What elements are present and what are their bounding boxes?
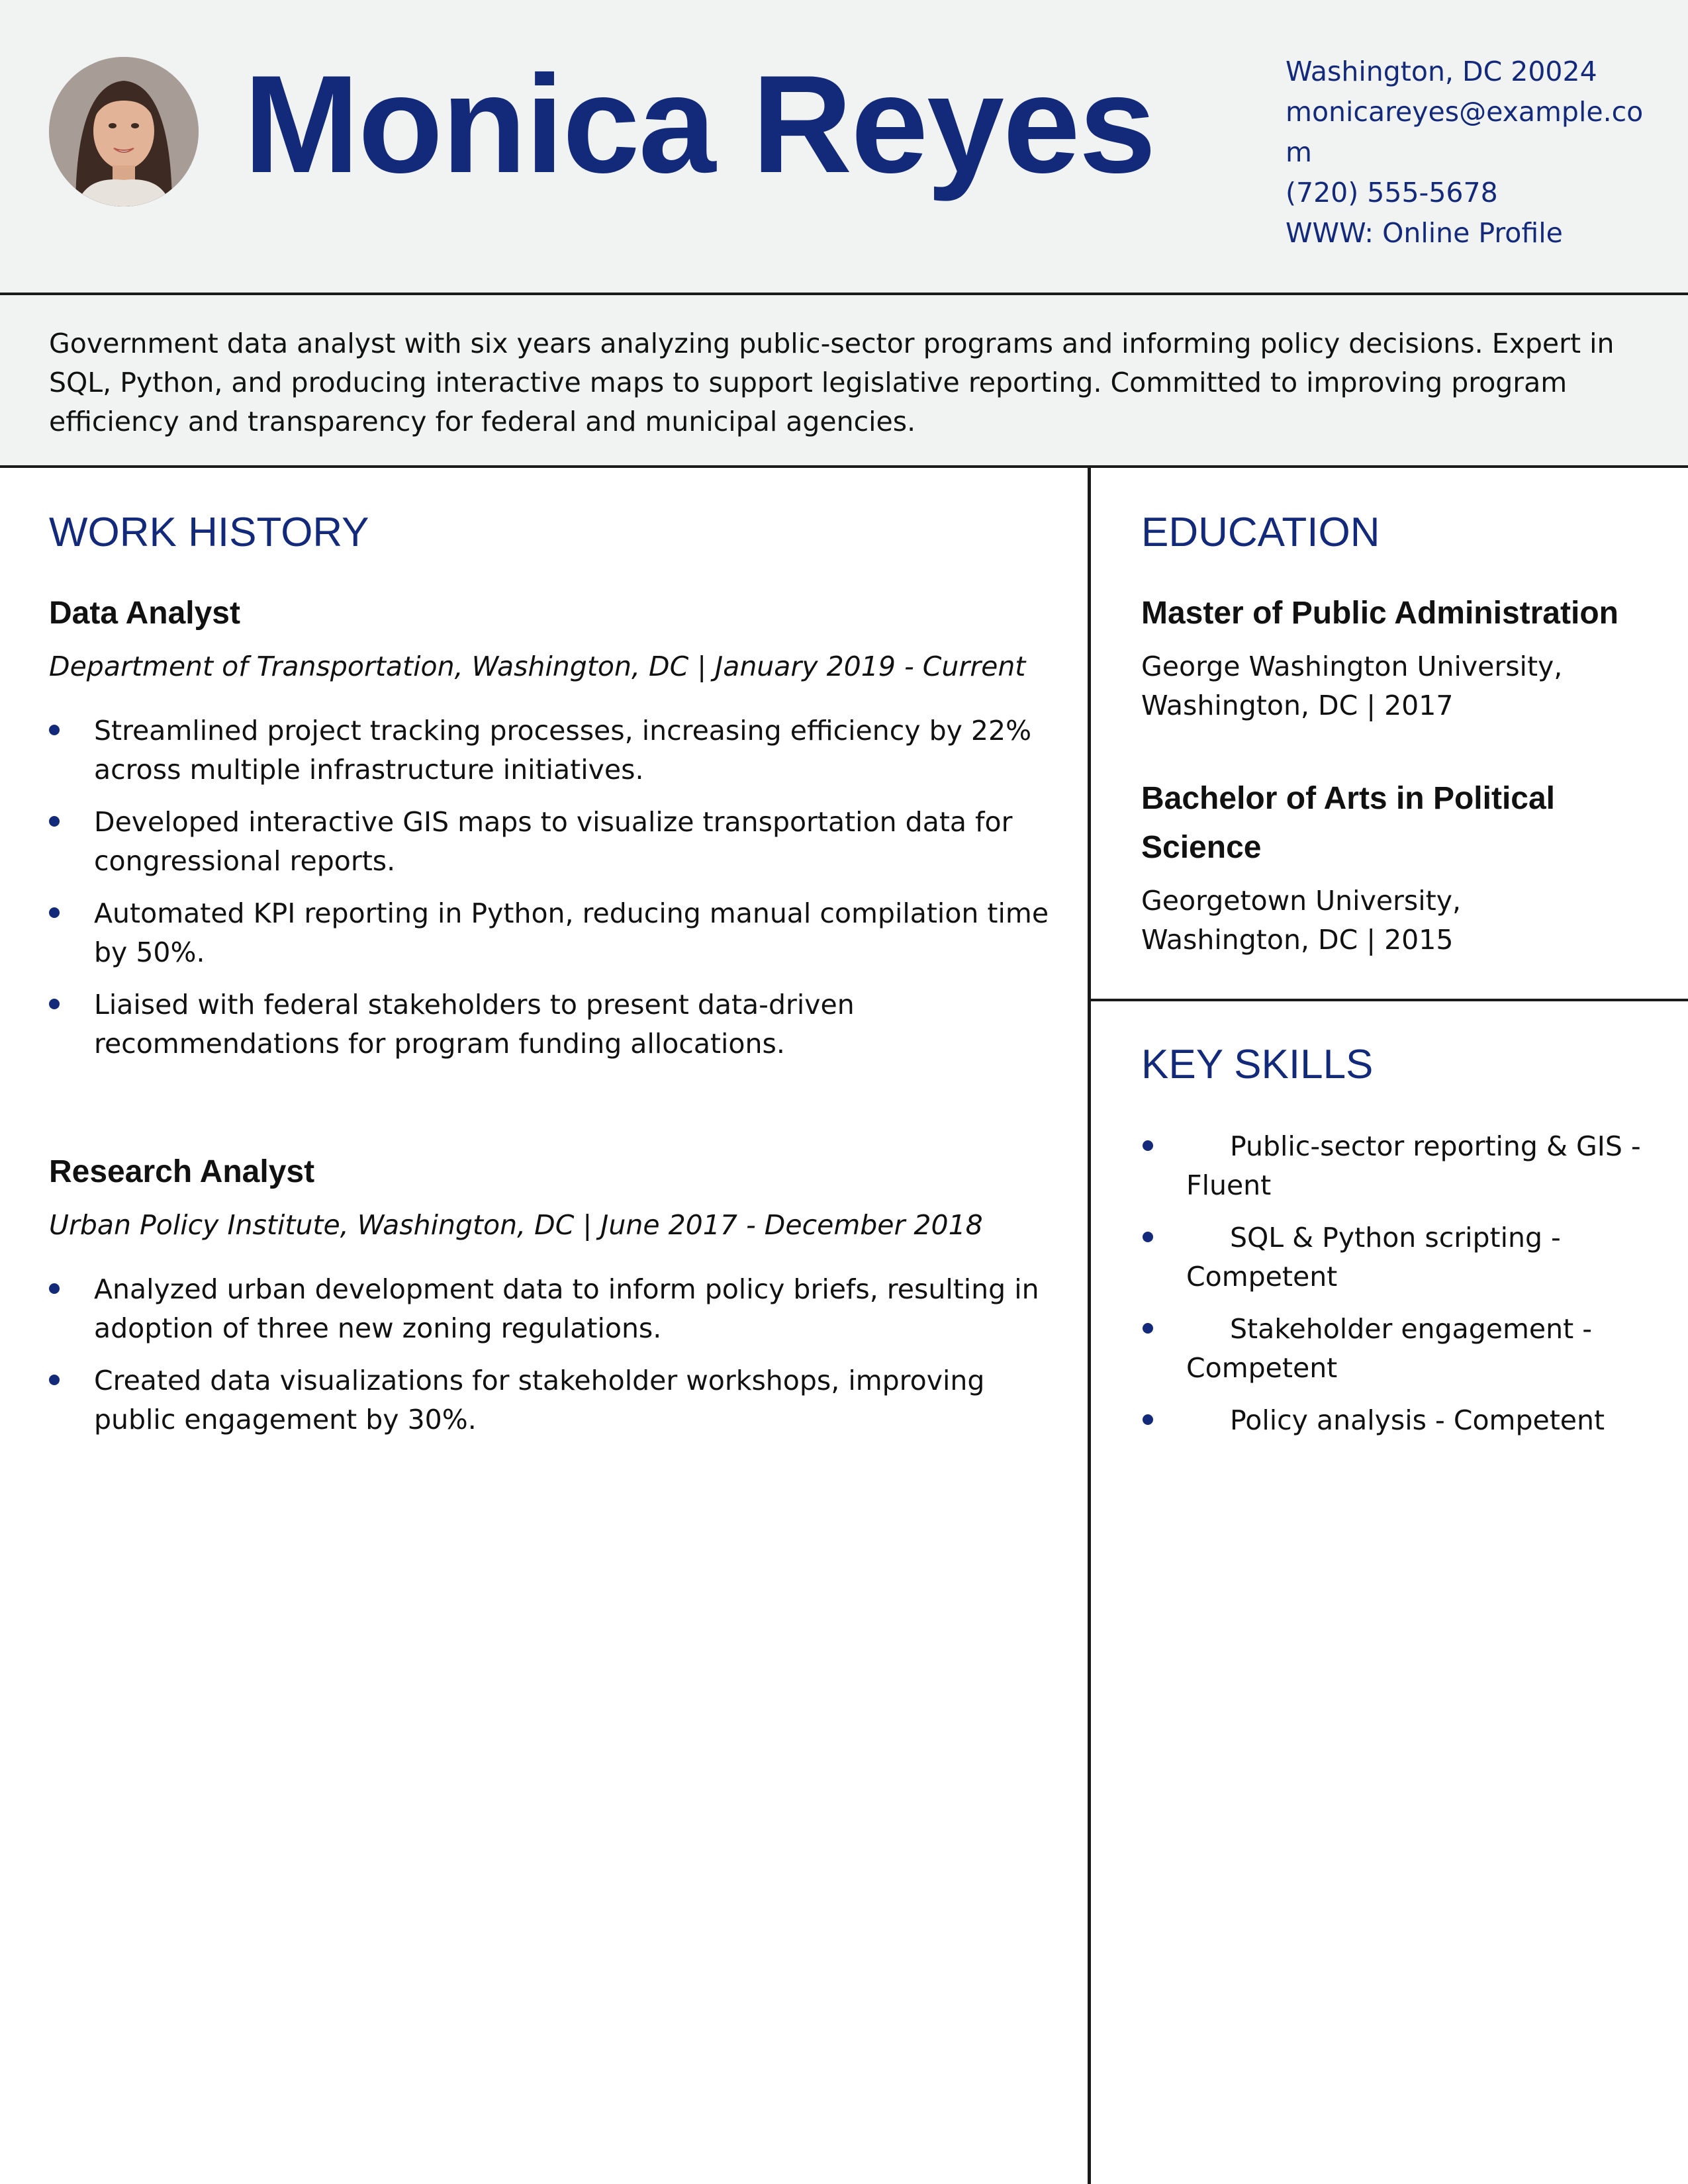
bullet-dot-icon [1143, 1323, 1153, 1334]
contact-block [1286, 52, 1656, 253]
bullet-text: Liaised with federal stakeholders to present data-driven recommendations for program funding allocations. [94, 988, 855, 1060]
skill-text: SQL & Python scripting - Competent [1186, 1222, 1561, 1293]
bullet-dot-icon [1143, 1232, 1153, 1242]
list-item [49, 711, 1055, 790]
job-entry [49, 594, 1055, 1077]
list-item [1141, 1127, 1651, 1205]
summary-text: Government data analyst with six years analyzing public-sector programs and informing policy decisions. Expert in SQL, Python, and producing interactive maps to support legislative reporting. Committed to improving program efficiency and transparency for federal and municipal agencies. [49, 328, 1615, 437]
skill-text: Stakeholder engagement - Competent [1186, 1313, 1592, 1384]
job-bullets [49, 711, 1055, 1064]
bullet-text: Streamlined project tracking processes, increasing efficiency by 22% across multiple infrastructure initiatives. [94, 714, 1032, 786]
list-item [49, 985, 1055, 1064]
bullet-dot-icon [49, 907, 60, 918]
list-item [1141, 1310, 1651, 1388]
education-entry [1141, 594, 1664, 725]
contact-website[interactable]: WWW: Online Profile [1286, 217, 1563, 249]
bullet-text: Analyzed urban development data to inform policy briefs, resulting in adoption of three new zoning regulations. [94, 1273, 1039, 1344]
bullet-dot-icon [49, 816, 60, 827]
skills-list [1141, 1127, 1651, 1453]
bullet-dot-icon [1143, 1414, 1153, 1425]
degree-title: Master of Public Administration [1141, 596, 1618, 631]
school-name: George Washington University, [1141, 650, 1563, 682]
bullet-dot-icon [49, 1283, 60, 1294]
key-skills-heading: KEY SKILLS [1141, 1042, 1374, 1087]
profile-photo [49, 57, 199, 206]
school-location-year: Washington, DC | 2015 [1141, 924, 1454, 956]
list-item [49, 803, 1055, 881]
contact-address: Washington, DC 20024 [1286, 56, 1597, 87]
job-location-dates: , Washington, DC | June 2017 - December 2018 [340, 1208, 983, 1241]
bullet-text: Developed interactive GIS maps to visualize transportation data for congressional reports. [94, 805, 1013, 877]
job-location-dates: , Washington, DC | January 2019 - Current [454, 650, 1026, 682]
job-organization: Urban Policy Institute [49, 1208, 340, 1241]
bullet-text: Automated KPI reporting in Python, reducing manual compilation time by 50%. [94, 897, 1049, 968]
candidate-name: Monica Reyes [244, 46, 1155, 202]
header-band [0, 0, 1688, 295]
bullet-dot-icon [49, 725, 60, 735]
bullet-text: Created data visualizations for stakeholder workshops, improving public engagement by 30%. [94, 1364, 985, 1435]
job-organization: Department of Transportation [49, 650, 455, 682]
contact-email[interactable]: monicareyes@example.com [1286, 96, 1644, 168]
sidebar-divider [1088, 999, 1688, 1001]
job-meta [49, 647, 1055, 686]
job-meta [49, 1206, 1055, 1245]
bullet-dot-icon [1143, 1140, 1153, 1151]
skill-text: Policy analysis - Competent [1230, 1404, 1605, 1436]
job-title: Data Analyst [49, 596, 240, 631]
skill-text: Public-sector reporting & GIS - Fluent [1186, 1130, 1641, 1201]
education-entry [1141, 774, 1664, 960]
education-heading: EDUCATION [1141, 510, 1380, 555]
job-bullets [49, 1270, 1055, 1439]
list-item [49, 1361, 1055, 1439]
list-item [1141, 1401, 1651, 1440]
degree-title: Bachelor of Arts in Political Science [1141, 781, 1556, 865]
summary-band [0, 295, 1688, 468]
contact-phone[interactable]: (720) 555-5678 [1286, 177, 1498, 208]
list-item [1141, 1218, 1651, 1297]
bullet-dot-icon [49, 999, 60, 1009]
column-divider [1088, 468, 1091, 2184]
job-entry [49, 1153, 1055, 1453]
list-item [49, 894, 1055, 972]
work-history-heading: WORK HISTORY [49, 510, 369, 555]
list-item [49, 1270, 1055, 1348]
bullet-dot-icon [49, 1375, 60, 1385]
school-name: Georgetown University, [1141, 885, 1462, 917]
school-location-year: Washington, DC | 2017 [1141, 689, 1454, 721]
portrait-image [49, 57, 199, 206]
job-title: Research Analyst [49, 1154, 315, 1189]
